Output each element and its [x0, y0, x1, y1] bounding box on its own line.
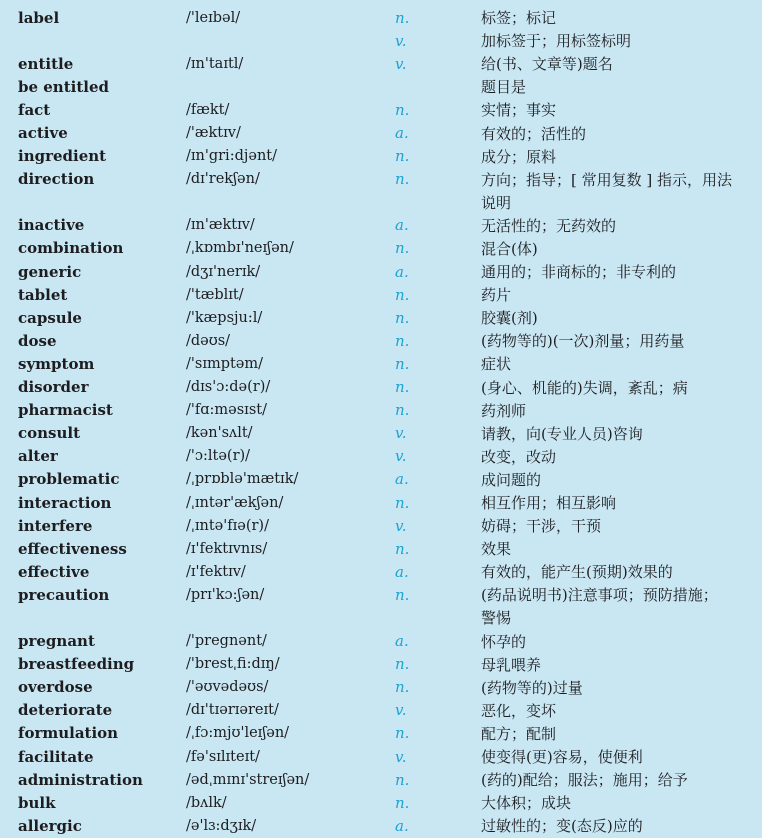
vocab-row [0, 260, 762, 283]
chinese-definition: 方向；指导；[ 常用复数 ] 指示，用法 [481, 170, 733, 189]
chinese-definition: 标签；标记 [481, 9, 557, 28]
part-of-speech-label: v. [395, 31, 407, 50]
phonetic-text: /fækt/ [186, 101, 230, 118]
chinese-definition: 相互作用；相互影响 [481, 494, 617, 513]
vocab-row [0, 491, 762, 514]
word-text: formulation [18, 724, 119, 743]
word-text: pregnant [18, 632, 95, 651]
vocab-row [0, 121, 762, 144]
vocab-row [0, 699, 762, 722]
vocab-row [0, 653, 762, 676]
vocab-row [0, 399, 762, 422]
word-text: deteriorate [18, 701, 113, 720]
word-text: interfere [18, 516, 93, 535]
phonetic-text: /prɪ'kɔ:ʃən/ [186, 586, 265, 603]
vocab-row [0, 560, 762, 583]
phonetic-text: /ədˌmɪnɪ'streɪʃən/ [186, 771, 310, 788]
part-of-speech-label: a. [395, 124, 409, 143]
part-of-speech-label: n. [395, 285, 410, 304]
chinese-definition: 配方；配制 [481, 724, 557, 743]
phonetic-text: /'ɔ:ltə(r)/ [186, 448, 251, 465]
vocab-row [0, 237, 762, 260]
chinese-definition: 无活性的；无药效的 [481, 216, 617, 235]
part-of-speech-label: n. [395, 378, 410, 397]
word-text: inactive [18, 216, 85, 235]
phonetic-text: /dɪs'ɔ:də(r)/ [186, 379, 271, 396]
vocab-row [0, 29, 762, 52]
chinese-definition: 药片 [481, 286, 512, 305]
vocab-row [0, 745, 762, 768]
chinese-definition: 过敏性的；变(态反)应的 [481, 817, 643, 836]
word-text: symptom [18, 354, 95, 373]
part-of-speech-label: v. [395, 447, 407, 466]
chinese-definition: 加标签于；用标签标明 [481, 32, 632, 51]
vocab-row [0, 468, 762, 491]
word-text: bulk [18, 793, 56, 812]
part-of-speech-label: n. [395, 585, 410, 604]
phonetic-text: /ɪ'fektɪv/ [186, 563, 246, 580]
word-text: tablet [18, 285, 68, 304]
chinese-definition: 混合(体) [481, 239, 538, 258]
word-text: interaction [18, 493, 112, 512]
part-of-speech-label: n. [395, 147, 410, 166]
phonetic-text: /'æktɪv/ [186, 125, 241, 142]
vocab-row [0, 283, 762, 306]
chinese-definition: 题目是 [481, 78, 527, 97]
chinese-definition: (身心、机能的)失调，紊乱；病 [481, 378, 688, 397]
vocab-row [0, 75, 762, 98]
part-of-speech-label: v. [395, 516, 407, 535]
word-text: generic [18, 262, 82, 281]
phonetic-text: /'pregnənt/ [186, 633, 267, 650]
vocab-row [0, 352, 762, 375]
part-of-speech-label: n. [395, 655, 410, 674]
part-of-speech-label: n. [395, 331, 410, 350]
part-of-speech-label: v. [395, 424, 407, 443]
phonetic-text: /dʒɪ'nerɪk/ [186, 263, 261, 280]
vocab-row [0, 329, 762, 352]
phonetic-text: /dɪ'rekʃən/ [186, 171, 260, 188]
vocab-row [0, 445, 762, 468]
word-text: effectiveness [18, 539, 127, 558]
part-of-speech-label: a. [395, 470, 409, 489]
part-of-speech-label: n. [395, 170, 410, 189]
phonetic-text: /bʌlk/ [186, 794, 227, 811]
vocab-row [0, 214, 762, 237]
word-text: facilitate [18, 747, 94, 766]
vocab-row [0, 98, 762, 121]
phonetic-text: /'brestˌfi:dɪŋ/ [186, 656, 280, 673]
part-of-speech-label: n. [395, 354, 410, 373]
chinese-definition: (药物等的)过量 [481, 678, 583, 697]
part-of-speech-label: n. [395, 401, 410, 420]
phonetic-text: /ɪn'gri:djənt/ [186, 148, 277, 165]
vocab-row [0, 791, 762, 814]
word-text: be entitled [18, 77, 109, 96]
vocab-row [0, 537, 762, 560]
part-of-speech-label: n. [395, 724, 410, 743]
phonetic-text: /ˌfɔ:mjʊ'leɪʃən/ [186, 725, 290, 742]
phonetic-text: /ˌɪntə'fɪə(r)/ [186, 517, 269, 534]
chinese-definition: 警惕 [481, 609, 512, 628]
chinese-definition: 改变，改动 [481, 447, 557, 466]
chinese-definition: 大体积；成块 [481, 794, 572, 813]
word-text: active [18, 124, 68, 143]
phonetic-text: /ˌprɒblə'mætɪk/ [186, 471, 299, 488]
chinese-definition: (药物等的)(一次)剂量；用药量 [481, 332, 685, 351]
part-of-speech-label: n. [395, 8, 410, 27]
phonetic-text: /ɪn'æktɪv/ [186, 217, 255, 234]
chinese-definition: 怀孕的 [481, 632, 527, 651]
word-text: entitle [18, 54, 74, 73]
phonetic-text: /dəʊs/ [186, 332, 231, 349]
chinese-definition: 恶化，变坏 [481, 701, 557, 720]
phonetic-text: /'tæblɪt/ [186, 286, 244, 303]
word-text: disorder [18, 378, 89, 397]
part-of-speech-label: v. [395, 54, 407, 73]
chinese-definition: 效果 [481, 540, 512, 559]
part-of-speech-label: n. [395, 308, 410, 327]
word-text: precaution [18, 585, 110, 604]
chinese-definition: 药剂师 [481, 401, 527, 420]
part-of-speech-label: n. [395, 770, 410, 789]
word-text: pharmacist [18, 401, 113, 420]
phonetic-text: /'leɪbəl/ [186, 9, 241, 26]
chinese-definition: 有效的，能产生(预期)效果的 [481, 563, 673, 582]
word-text: combination [18, 239, 124, 258]
part-of-speech-label: a. [395, 632, 409, 651]
phonetic-text: /'fɑ:məsɪst/ [186, 402, 267, 419]
vocab-row [0, 52, 762, 75]
part-of-speech-label: a. [395, 216, 409, 235]
phonetic-text: /dɪ'tɪərɪəreɪt/ [186, 702, 279, 719]
vocab-row [0, 630, 762, 653]
word-text: overdose [18, 678, 93, 697]
vocab-row [0, 376, 762, 399]
chinese-definition: 成分；原料 [481, 147, 557, 166]
vocab-row [0, 606, 762, 629]
part-of-speech-label: a. [395, 262, 409, 281]
vocab-row [0, 6, 762, 29]
chinese-definition: 通用的；非商标的；非专利的 [481, 263, 677, 282]
vocab-row [0, 768, 762, 791]
chinese-definition: 胶囊(剂) [481, 309, 538, 328]
chinese-definition: 请教，向(专业人员)咨询 [481, 424, 643, 443]
chinese-definition: (药品说明书)注意事项；预防措施； [481, 586, 718, 605]
phonetic-text: /'əʊvədəʊs/ [186, 679, 269, 696]
chinese-definition: 说明 [481, 193, 512, 212]
phonetic-text: /ˌɪntər'ækʃən/ [186, 494, 284, 511]
part-of-speech-label: n. [395, 100, 410, 119]
vocab-row [0, 168, 762, 191]
part-of-speech-label: n. [395, 239, 410, 258]
chinese-definition: 给(书、文章等)题名 [481, 55, 613, 74]
chinese-definition: 症状 [481, 355, 512, 374]
phonetic-text: /ɪn'taɪtl/ [186, 55, 244, 72]
chinese-definition: 实情；事实 [481, 101, 557, 120]
word-text: breastfeeding [18, 655, 135, 674]
word-text: direction [18, 170, 95, 189]
chinese-definition: 母乳喂养 [481, 655, 542, 674]
vocab-row [0, 676, 762, 699]
part-of-speech-label: v. [395, 701, 407, 720]
word-text: ingredient [18, 147, 107, 166]
word-text: effective [18, 562, 90, 581]
part-of-speech-label: a. [395, 562, 409, 581]
part-of-speech-label: v. [395, 747, 407, 766]
vocab-row [0, 722, 762, 745]
phonetic-text: /fə'sɪlɪteɪt/ [186, 748, 260, 765]
phonetic-text: /ˌkɒmbɪ'neɪʃən/ [186, 240, 294, 257]
word-text: dose [18, 331, 57, 350]
vocab-row [0, 583, 762, 606]
word-text: consult [18, 424, 81, 443]
phonetic-text: /'sɪmptəm/ [186, 355, 264, 372]
vocab-row [0, 191, 762, 214]
word-text: capsule [18, 308, 82, 327]
phonetic-text: /ə'lɜ:dʒɪk/ [186, 817, 257, 834]
part-of-speech-label: a. [395, 816, 409, 835]
chinese-definition: 有效的；活性的 [481, 124, 587, 143]
vocab-row [0, 306, 762, 329]
phonetic-text: /'kæpsju:l/ [186, 309, 263, 326]
word-text: label [18, 8, 60, 27]
word-text: allergic [18, 816, 82, 835]
chinese-definition: 妨碍；干涉，干预 [481, 517, 602, 536]
vocab-row [0, 814, 762, 837]
vocab-row [0, 514, 762, 537]
vocab-row [0, 422, 762, 445]
word-text: alter [18, 447, 58, 466]
part-of-speech-label: n. [395, 678, 410, 697]
part-of-speech-label: n. [395, 493, 410, 512]
chinese-definition: 使变得(更)容易，使便利 [481, 748, 643, 767]
chinese-definition: 成问题的 [481, 470, 542, 489]
word-text: fact [18, 100, 51, 119]
part-of-speech-label: n. [395, 539, 410, 558]
word-text: administration [18, 770, 143, 789]
phonetic-text: /ɪ'fektɪvnɪs/ [186, 540, 268, 557]
vocab-row [0, 145, 762, 168]
part-of-speech-label: n. [395, 793, 410, 812]
word-text: problematic [18, 470, 120, 489]
phonetic-text: /kən'sʌlt/ [186, 425, 253, 442]
chinese-definition: (药的)配给；服法；施用；给予 [481, 771, 688, 790]
